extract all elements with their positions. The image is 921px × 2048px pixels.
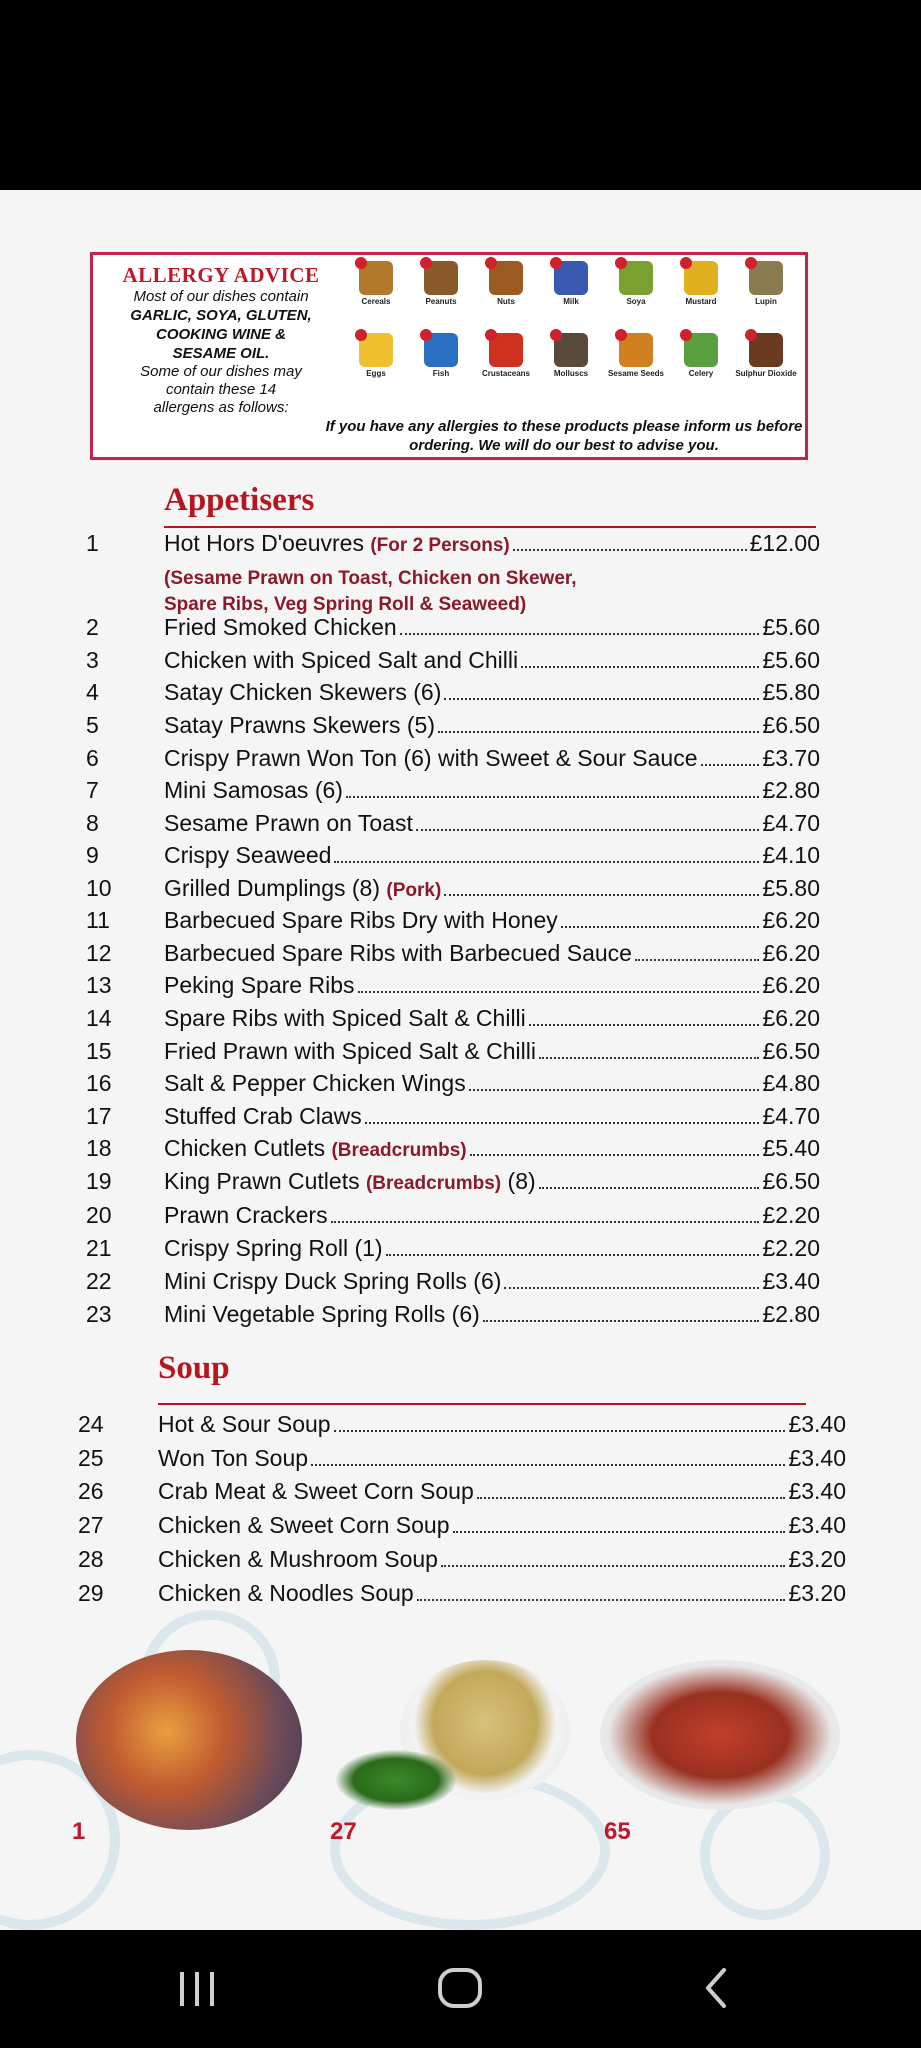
allergy-text bbox=[103, 263, 339, 417]
allergen-label: Sesame Seeds bbox=[607, 369, 665, 378]
allergen-label: Sulphur Dioxide bbox=[735, 369, 797, 378]
item-price: £5.60 bbox=[762, 614, 820, 640]
allergen-picture bbox=[554, 261, 588, 295]
dot-leader bbox=[416, 829, 760, 831]
menu-item-row bbox=[0, 1202, 921, 1234]
allergen-badge bbox=[355, 257, 367, 269]
item-number: 21 bbox=[86, 1235, 112, 1261]
allergen-label: Nuts bbox=[497, 297, 515, 306]
allergen-badge bbox=[550, 329, 562, 341]
eggs-icon bbox=[345, 333, 407, 378]
allergen-badge bbox=[485, 257, 497, 269]
navigation-bar bbox=[0, 1930, 921, 2048]
item-name: Barbecued Spare Ribs Dry with Honey bbox=[164, 907, 558, 933]
item-price: £3.40 bbox=[788, 1512, 846, 1538]
allergen-badge bbox=[485, 329, 497, 341]
item-line bbox=[158, 1546, 846, 1573]
item-number: 9 bbox=[86, 842, 99, 868]
allergen-picture bbox=[684, 261, 718, 295]
dot-leader bbox=[539, 1057, 759, 1059]
item-number: 13 bbox=[86, 972, 112, 998]
item-line bbox=[164, 1070, 820, 1097]
dot-leader bbox=[470, 1154, 760, 1156]
menu-item-row bbox=[0, 1038, 921, 1070]
item-number: 10 bbox=[86, 875, 112, 901]
allergen-label: Soya bbox=[626, 297, 646, 306]
menu-item-row bbox=[0, 1445, 921, 1477]
allergen-badge bbox=[420, 329, 432, 341]
menu-item-row bbox=[0, 842, 921, 874]
item-note: (Breadcrumbs) bbox=[365, 1173, 502, 1194]
item-number: 11 bbox=[86, 907, 110, 933]
item-price: £6.50 bbox=[762, 1168, 820, 1194]
allergy-bold-line: COOKING WINE & bbox=[156, 326, 286, 343]
menu-item-row bbox=[0, 647, 921, 679]
allergen-picture bbox=[749, 333, 783, 367]
item-name: Mini Crispy Duck Spring Rolls (6) bbox=[164, 1268, 502, 1294]
item-name: Mini Vegetable Spring Rolls (6) bbox=[164, 1301, 480, 1327]
menu-item-row bbox=[0, 907, 921, 939]
allergen-label: Peanuts bbox=[425, 297, 457, 306]
item-line bbox=[164, 1235, 820, 1262]
dot-leader bbox=[513, 549, 747, 551]
item-number: 24 bbox=[78, 1411, 104, 1437]
item-price: £5.40 bbox=[762, 1135, 820, 1161]
item-number: 12 bbox=[86, 940, 112, 966]
dot-leader bbox=[504, 1287, 759, 1289]
allergen-badge bbox=[615, 257, 627, 269]
dot-leader bbox=[453, 1531, 786, 1533]
item-number: 4 bbox=[86, 679, 99, 705]
menu-item-row bbox=[0, 1411, 921, 1443]
item-number: 26 bbox=[78, 1478, 104, 1504]
item-name: Hot & Sour Soup bbox=[158, 1411, 331, 1437]
item-price: £2.20 bbox=[762, 1202, 820, 1228]
dot-leader bbox=[365, 1122, 760, 1124]
dot-leader bbox=[386, 1254, 760, 1256]
allergen-label: Molluscs bbox=[553, 369, 589, 378]
item-description bbox=[164, 566, 577, 618]
dot-leader bbox=[483, 1320, 760, 1322]
item-line bbox=[158, 1580, 846, 1607]
item-name: Chicken Cutlets bbox=[164, 1135, 326, 1161]
parsley-garnish bbox=[336, 1750, 456, 1810]
item-line bbox=[164, 842, 820, 869]
item-price: £6.20 bbox=[762, 940, 820, 966]
crustaceans-icon bbox=[475, 333, 537, 378]
menu-item-row bbox=[0, 1103, 921, 1135]
item-number: 16 bbox=[86, 1070, 112, 1096]
menu-item-row bbox=[0, 1005, 921, 1037]
item-line bbox=[164, 1103, 820, 1130]
item-price: £3.40 bbox=[788, 1411, 846, 1437]
item-number: 19 bbox=[86, 1168, 112, 1194]
allergen-badge bbox=[420, 257, 432, 269]
item-name: Fried Prawn with Spiced Salt & Chilli bbox=[164, 1038, 536, 1064]
item-note: (Pork) bbox=[386, 880, 442, 901]
item-price: £2.20 bbox=[762, 1235, 820, 1261]
item-name: Mini Samosas (6) bbox=[164, 777, 343, 803]
description-line: Spare Ribs, Veg Spring Roll & Seaweed) bbox=[164, 594, 527, 615]
item-number: 22 bbox=[86, 1268, 112, 1294]
allergen-label: Milk bbox=[563, 297, 579, 306]
item-number: 15 bbox=[86, 1038, 112, 1064]
item-price: £3.40 bbox=[788, 1445, 846, 1471]
item-name: Hot Hors D'oeuvres bbox=[164, 530, 364, 556]
item-line bbox=[164, 1202, 820, 1229]
allergen-picture bbox=[424, 261, 458, 295]
item-price: £3.20 bbox=[788, 1580, 846, 1606]
item-price: £4.10 bbox=[762, 842, 820, 868]
item-line bbox=[164, 745, 820, 772]
item-name: Barbecued Spare Ribs with Barbecued Sauce bbox=[164, 940, 632, 966]
allergen-label: Lupin bbox=[755, 297, 777, 306]
item-name: Crispy Spring Roll (1) bbox=[164, 1235, 383, 1261]
item-price: £3.40 bbox=[762, 1268, 820, 1294]
item-line bbox=[164, 679, 820, 706]
menu-item-row bbox=[0, 972, 921, 1004]
dot-leader bbox=[701, 764, 760, 766]
dot-leader bbox=[635, 959, 759, 961]
back-icon[interactable] bbox=[696, 1960, 736, 2016]
item-number: 25 bbox=[78, 1445, 104, 1471]
dot-leader bbox=[334, 861, 759, 863]
dot-leader bbox=[358, 991, 760, 993]
allergen-badge bbox=[680, 257, 692, 269]
allergen-label: Mustard bbox=[685, 297, 717, 306]
item-name: Crispy Seaweed bbox=[164, 842, 332, 868]
item-line bbox=[164, 1268, 820, 1295]
allergen-picture bbox=[489, 261, 523, 295]
item-name: Sesame Prawn on Toast bbox=[164, 810, 413, 836]
menu-page bbox=[0, 190, 921, 1930]
item-name: Spare Ribs with Spiced Salt & Chilli bbox=[164, 1005, 526, 1031]
menu-item-row bbox=[0, 1268, 921, 1300]
menu-item-row bbox=[0, 875, 921, 907]
lupin-icon bbox=[735, 261, 797, 306]
allergen-badge bbox=[550, 257, 562, 269]
item-number: 1 bbox=[86, 530, 99, 556]
dot-leader bbox=[334, 1430, 786, 1432]
peanuts-icon bbox=[410, 261, 472, 306]
menu-item-row bbox=[0, 1301, 921, 1333]
photo-label: 1 bbox=[72, 1818, 86, 1845]
item-line bbox=[164, 940, 820, 967]
item-line bbox=[164, 810, 820, 837]
item-name: Prawn Crackers bbox=[164, 1202, 328, 1228]
item-name: Satay Chicken Skewers (6) bbox=[164, 679, 442, 705]
allergen-picture bbox=[359, 333, 393, 367]
mustard-icon bbox=[670, 261, 732, 306]
item-name: Stuffed Crab Claws bbox=[164, 1103, 362, 1129]
item-number: 20 bbox=[86, 1202, 112, 1228]
item-line bbox=[158, 1478, 846, 1505]
item-number: 8 bbox=[86, 810, 99, 836]
dot-leader bbox=[469, 1089, 760, 1091]
dot-leader bbox=[331, 1221, 760, 1223]
section-divider bbox=[158, 1403, 806, 1405]
fish-icon bbox=[410, 333, 472, 378]
status-bar-area bbox=[0, 0, 921, 190]
item-price: £6.20 bbox=[762, 1005, 820, 1031]
item-line bbox=[164, 875, 820, 902]
allergen-badge bbox=[745, 329, 757, 341]
item-number: 2 bbox=[86, 614, 99, 640]
sulphur-icon bbox=[735, 333, 797, 378]
menu-item-row bbox=[0, 1478, 921, 1510]
item-name: Crab Meat & Sweet Corn Soup bbox=[158, 1478, 474, 1504]
item-price: £2.80 bbox=[762, 1301, 820, 1327]
item-line bbox=[158, 1445, 846, 1472]
menu-item-row bbox=[0, 1070, 921, 1102]
menu-item-row bbox=[0, 777, 921, 809]
allergen-badge bbox=[615, 329, 627, 341]
soya-icon bbox=[605, 261, 667, 306]
item-number: 27 bbox=[78, 1512, 104, 1538]
molluscs-icon bbox=[540, 333, 602, 378]
item-name: Grilled Dumplings (8) bbox=[164, 875, 381, 901]
item-price: £5.60 bbox=[762, 647, 820, 673]
item-note: (For 2 Persons) bbox=[370, 535, 510, 556]
item-price: £4.70 bbox=[762, 1103, 820, 1129]
allergy-advice-box bbox=[90, 252, 808, 460]
item-name: Chicken & Sweet Corn Soup bbox=[158, 1512, 450, 1538]
item-line bbox=[164, 614, 820, 641]
menu-item-row bbox=[0, 940, 921, 972]
item-number: 7 bbox=[86, 777, 99, 803]
allergy-title: ALLERGY ADVICE bbox=[122, 263, 320, 287]
description-line: (Sesame Prawn on Toast, Chicken on Skewer, bbox=[164, 568, 577, 589]
item-line bbox=[164, 647, 820, 674]
item-quantity: (8) bbox=[507, 1168, 536, 1194]
item-number: 17 bbox=[86, 1103, 112, 1129]
allergen-label: Fish bbox=[432, 369, 450, 378]
item-name: Crispy Prawn Won Ton (6) with Sweet & Sour Sauce bbox=[164, 745, 698, 771]
menu-item-row bbox=[0, 530, 921, 562]
item-note: (Breadcrumbs) bbox=[331, 1140, 467, 1161]
dot-leader bbox=[444, 698, 759, 700]
dot-leader bbox=[438, 731, 759, 733]
item-price: £6.50 bbox=[762, 712, 820, 738]
sesame-icon bbox=[605, 333, 667, 378]
menu-item-row bbox=[0, 745, 921, 777]
item-number: 23 bbox=[86, 1301, 112, 1327]
allergen-picture bbox=[554, 333, 588, 367]
allergy-line: allergens as follows: bbox=[153, 399, 289, 416]
allergen-label: Eggs bbox=[366, 369, 386, 378]
dot-leader bbox=[444, 894, 759, 896]
allergen-picture bbox=[489, 333, 523, 367]
dot-leader bbox=[311, 1464, 785, 1466]
dot-leader bbox=[441, 1565, 785, 1567]
allergen-picture bbox=[424, 333, 458, 367]
item-price: £6.20 bbox=[762, 907, 820, 933]
dot-leader bbox=[346, 796, 760, 798]
stirfry-photo bbox=[600, 1660, 840, 1810]
photo-label: 65 bbox=[604, 1818, 631, 1845]
menu-item-row bbox=[0, 1512, 921, 1544]
item-line bbox=[158, 1512, 846, 1539]
item-price: £3.70 bbox=[762, 745, 820, 771]
allergy-line: contain these 14 bbox=[165, 381, 277, 398]
allergy-line: Most of our dishes contain bbox=[133, 288, 309, 305]
allergy-line: Some of our dishes may bbox=[140, 363, 302, 380]
item-name: Salt & Pepper Chicken Wings bbox=[164, 1070, 466, 1096]
menu-item-row bbox=[0, 712, 921, 744]
dot-leader bbox=[561, 926, 760, 928]
menu-item-row bbox=[0, 614, 921, 646]
item-name: Chicken & Mushroom Soup bbox=[158, 1546, 438, 1572]
item-name: Fried Smoked Chicken bbox=[164, 614, 397, 640]
item-line bbox=[164, 530, 820, 557]
item-line bbox=[164, 712, 820, 739]
section-divider bbox=[164, 526, 816, 528]
nuts-icon bbox=[475, 261, 537, 306]
item-number: 5 bbox=[86, 712, 99, 738]
item-name: Satay Prawns Skewers (5) bbox=[164, 712, 435, 738]
menu-item-row bbox=[0, 1168, 921, 1200]
dot-leader bbox=[539, 1187, 760, 1189]
item-number: 3 bbox=[86, 647, 99, 673]
item-line bbox=[164, 972, 820, 999]
menu-item-row bbox=[0, 1135, 921, 1167]
platter-photo bbox=[76, 1650, 302, 1830]
item-price: £12.00 bbox=[749, 530, 820, 556]
item-name: Chicken with Spiced Salt and Chilli bbox=[164, 647, 519, 673]
item-name: Chicken & Noodles Soup bbox=[158, 1580, 414, 1606]
item-number: 6 bbox=[86, 745, 99, 771]
allergen-badge bbox=[745, 257, 757, 269]
allergen-label: Celery bbox=[688, 369, 714, 378]
allergen-picture bbox=[749, 261, 783, 295]
menu-item-row bbox=[0, 1580, 921, 1612]
item-price: £6.50 bbox=[762, 1038, 820, 1064]
celery-icon bbox=[670, 333, 732, 378]
item-number: 18 bbox=[86, 1135, 112, 1161]
menu-item-row bbox=[0, 679, 921, 711]
item-line bbox=[164, 1135, 820, 1162]
item-price: £5.80 bbox=[762, 875, 820, 901]
allergy-bold-line: SESAME OIL. bbox=[172, 345, 270, 362]
milk-icon bbox=[540, 261, 602, 306]
item-line bbox=[164, 1038, 820, 1065]
allergy-bold-line: GARLIC, SOYA, GLUTEN, bbox=[130, 307, 312, 324]
item-number: 28 bbox=[78, 1546, 104, 1572]
allergen-picture bbox=[619, 333, 653, 367]
menu-item-row bbox=[0, 1235, 921, 1267]
allergen-picture bbox=[619, 261, 653, 295]
allergen-picture bbox=[684, 333, 718, 367]
item-price: £3.40 bbox=[788, 1478, 846, 1504]
dot-leader bbox=[400, 633, 760, 635]
allergen-badge bbox=[355, 329, 367, 341]
item-number: 29 bbox=[78, 1580, 104, 1606]
allergen-picture bbox=[359, 261, 393, 295]
item-number: 14 bbox=[86, 1005, 112, 1031]
item-name: King Prawn Cutlets bbox=[164, 1168, 360, 1194]
item-line bbox=[164, 1168, 820, 1195]
item-line bbox=[164, 777, 820, 804]
dot-leader bbox=[521, 666, 759, 668]
item-line bbox=[164, 1005, 820, 1032]
recent-apps-icon[interactable] bbox=[176, 1960, 220, 2016]
item-line bbox=[164, 907, 820, 934]
photo-label: 27 bbox=[330, 1818, 357, 1845]
item-name: Won Ton Soup bbox=[158, 1445, 309, 1471]
item-price: £3.20 bbox=[788, 1546, 846, 1572]
allergy-note: If you have any allergies to these products please inform us before ordering. We will do our best to advise you. bbox=[325, 418, 803, 454]
dot-leader bbox=[477, 1497, 786, 1499]
item-price: £2.80 bbox=[762, 777, 820, 803]
allergen-badge bbox=[680, 329, 692, 341]
cereals-icon bbox=[345, 261, 407, 306]
item-line bbox=[158, 1411, 846, 1438]
item-price: £4.80 bbox=[762, 1070, 820, 1096]
item-price: £4.70 bbox=[762, 810, 820, 836]
dot-leader bbox=[529, 1024, 760, 1026]
item-line bbox=[164, 1301, 820, 1328]
item-name: Peking Spare Ribs bbox=[164, 972, 355, 998]
menu-item-row bbox=[0, 810, 921, 842]
item-price: £6.20 bbox=[762, 972, 820, 998]
menu-item-row bbox=[0, 1546, 921, 1578]
item-price: £5.80 bbox=[762, 679, 820, 705]
dot-leader bbox=[417, 1599, 786, 1601]
section-title-soup: Soup bbox=[158, 1350, 230, 1386]
allergen-label: Cereals bbox=[361, 297, 391, 306]
allergen-label: Crustaceans bbox=[481, 369, 531, 378]
section-title-appetisers: Appetisers bbox=[164, 482, 315, 518]
home-icon[interactable] bbox=[430, 1960, 490, 2016]
